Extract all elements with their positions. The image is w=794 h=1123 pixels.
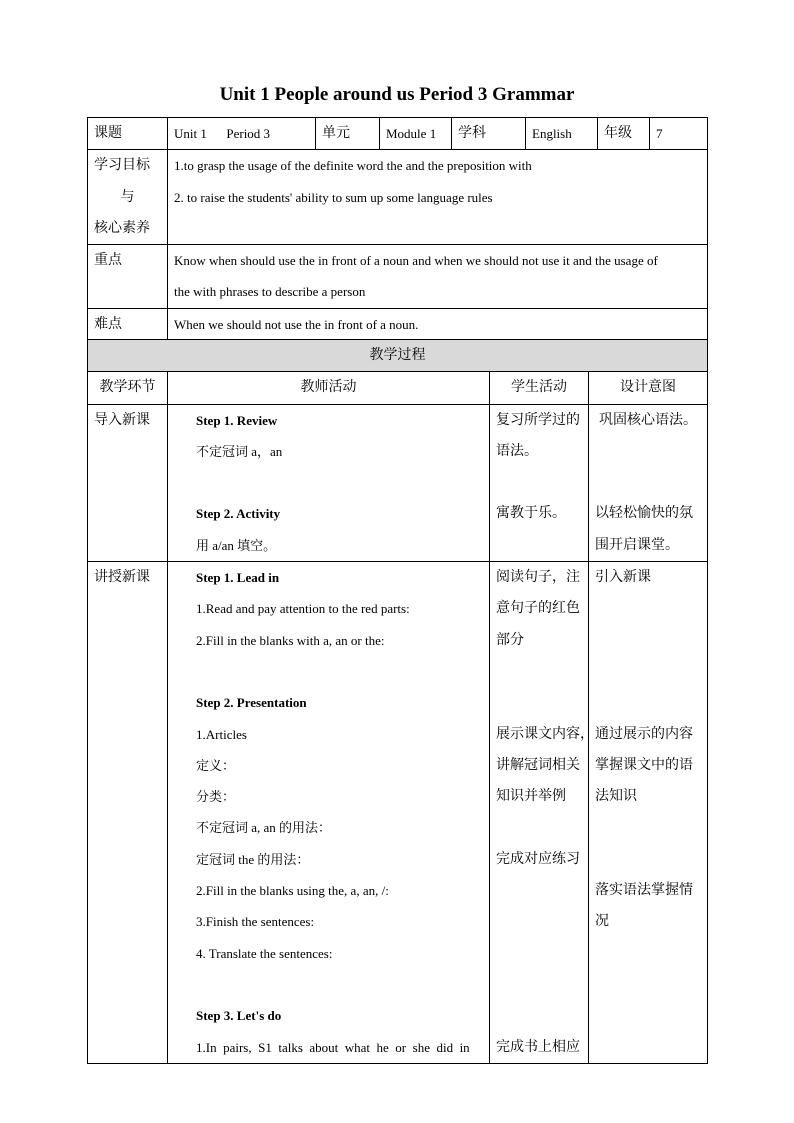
design-text: 落实语法掌握情 <box>595 883 693 899</box>
step-text: 2.Fill in the blanks with a, an or the: <box>196 632 385 648</box>
design-text: 法知识 <box>595 789 637 805</box>
step-title: Step 1. Lead in <box>196 570 280 586</box>
step-title: Step 3. Let's do <box>196 1008 282 1024</box>
teach-teacher-activity <box>168 562 490 1064</box>
grade-value: 7 <box>650 118 708 150</box>
design-text: 引入新课 <box>595 570 651 586</box>
goals-label-line: 学习目标 <box>94 158 150 174</box>
col-teacher-header: 教师活动 <box>168 372 490 404</box>
step-text: 1.In pairs, S1 talks about what he or she did in <box>196 1039 470 1055</box>
stage-teach: 讲授新课 <box>88 562 168 1064</box>
design-text: 围开启课堂。 <box>595 537 679 553</box>
design-text: 巩固核心语法。 <box>599 412 697 428</box>
student-text: 阅读句子，注 <box>496 570 580 586</box>
student-text: 完成对应练习 <box>496 851 580 867</box>
student-text: 完成书上相应 <box>496 1039 580 1055</box>
goals-label-line: 核心素养 <box>94 220 150 236</box>
goal-item: 2. to raise the students' ability to sum up some language rules <box>174 189 493 205</box>
subject-label: 学科 <box>452 118 526 150</box>
step-title: Step 1. Review <box>196 412 278 428</box>
unit-value: Module 1 <box>380 118 452 150</box>
student-text: 展示课文内容， <box>496 726 594 742</box>
step-text: 定义： <box>196 757 236 773</box>
course-label: 课题 <box>88 118 168 150</box>
teaching-process-table <box>87 339 708 1064</box>
student-text: 讲解冠词相关 <box>496 757 580 773</box>
step-title: Step 2. Presentation <box>196 695 307 711</box>
design-text: 况 <box>595 914 609 930</box>
lesson-info-table <box>87 117 708 341</box>
goal-item: 1.to grasp the usage of the definite word the and the preposition with <box>174 158 532 174</box>
key-content <box>168 245 708 309</box>
design-text: 通过展示的内容 <box>595 726 693 742</box>
col-design-header: 设计意图 <box>589 372 708 404</box>
design-text: 掌握课文中的语 <box>595 757 693 773</box>
grade-label: 年级 <box>598 118 650 150</box>
intro-design-intent <box>589 404 708 561</box>
student-text: 意句子的红色 <box>496 601 580 617</box>
col-stage-header: 教学环节 <box>88 372 168 404</box>
student-text: 语法。 <box>496 443 538 459</box>
process-header: 教学过程 <box>88 340 708 372</box>
step-text: 1.Read and pay attention to the red parts: <box>196 601 410 617</box>
step-title: Step 2. Activity <box>196 506 281 522</box>
unit-label: 单元 <box>316 118 380 150</box>
key-label: 重点 <box>88 245 168 309</box>
step-text: 3.Finish the sentences: <box>196 914 315 930</box>
subject-value: English <box>526 118 598 150</box>
page-title: Unit 1 People around us Period 3 Grammar <box>219 84 575 105</box>
course-value: Unit 1 Period 3 <box>168 118 316 150</box>
step-text: 定冠词 the 的用法： <box>196 851 310 867</box>
student-text: 知识并举例 <box>496 789 566 805</box>
key-line: the with phrases to describe a person <box>174 284 366 300</box>
stage-intro: 导入新课 <box>88 404 168 561</box>
step-text: 2.Fill in the blanks using the, a, an, /: <box>196 883 389 899</box>
goals-label-line: 与 <box>120 189 135 205</box>
step-text: 分类： <box>196 789 236 805</box>
student-text: 寓教于乐。 <box>496 506 566 522</box>
step-text: 不定冠词 a，an <box>196 443 283 459</box>
step-text: 4. Translate the sentences: <box>196 945 333 961</box>
key-line: Know when should use the in front of a noun and when we should not use it and the usage of <box>174 253 658 269</box>
goals-label <box>88 150 168 245</box>
difficult-value: When we should not use the in front of a noun. <box>168 308 708 340</box>
col-student-header: 学生活动 <box>490 372 589 404</box>
student-text: 复习所学过的 <box>496 412 580 428</box>
step-text: 1.Articles <box>196 726 247 742</box>
student-text: 部分 <box>496 632 524 648</box>
step-text: 不定冠词 a, an 的用法： <box>196 820 332 836</box>
design-text: 以轻松愉快的氛 <box>595 506 693 522</box>
teach-student-activity <box>490 562 594 1064</box>
difficult-label: 难点 <box>88 308 168 340</box>
step-text: 用 a/an 填空。 <box>196 537 277 553</box>
goals-content <box>168 150 708 245</box>
teach-design-intent <box>589 562 708 1064</box>
intro-student-activity <box>490 404 589 561</box>
intro-teacher-activity <box>168 404 490 561</box>
